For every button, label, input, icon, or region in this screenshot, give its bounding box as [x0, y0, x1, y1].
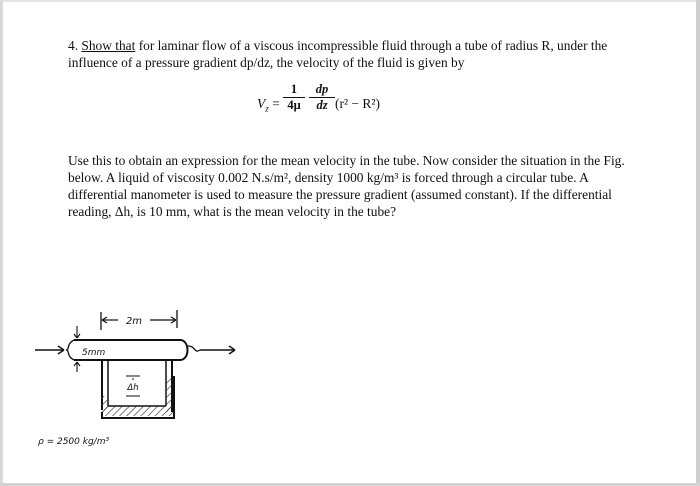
frame-right-edge: [696, 0, 700, 486]
fraction-one-denominator: 4μ: [287, 98, 301, 112]
problem-intro: [68, 37, 648, 71]
manometer-bottom-fluid: [102, 406, 174, 416]
reading-label: Δh: [127, 383, 139, 393]
equation-fraction-one: [283, 82, 305, 112]
equation-lhs-subscript: z: [265, 103, 269, 114]
equation-lhs: [257, 96, 280, 114]
fraction-two-denominator: dz: [316, 98, 328, 112]
equation-lhs-symbol: V: [257, 96, 266, 111]
equation-equals: =: [268, 96, 280, 111]
manometer-figure: [30, 300, 250, 470]
tube-inlet-break: [66, 340, 74, 360]
problem-body: Use this to obtain an expression for the mean velocity in the tube. Now consider the situation in the Fig. below. A liquid of viscosity 0.002 N.s/m², density 1000 kg/m³ is forced through a circular tube. A differential manometer is used to measure the pressure gradient (assumed constant). If the differential reading, Δh, is 10 mm, what is the mean velocity in the tube?: [68, 153, 625, 219]
show-that-text: Show that: [81, 38, 136, 53]
fraction-two-numerator: dp: [315, 82, 329, 96]
density-label: ρ = 2500 kg/m³: [38, 437, 110, 447]
diameter-label: 5mm: [82, 348, 106, 358]
problem-number: 4.: [68, 38, 79, 53]
fraction-one-numerator: 1: [290, 82, 298, 96]
intro-text: for laminar flow of a viscous incompressible fluid through a tube of radius R, under the influence of a pressure gradient dp/dz, the velocity of the fluid is given by: [68, 38, 608, 70]
equation-fraction-two: [309, 82, 335, 112]
equation-rhs: (r² − R²): [335, 96, 380, 111]
tube-outlet-break: [188, 346, 200, 351]
frame-left-edge: [0, 0, 3, 486]
length-label: 2m: [125, 316, 143, 327]
frame-top-edge: [0, 0, 700, 2]
